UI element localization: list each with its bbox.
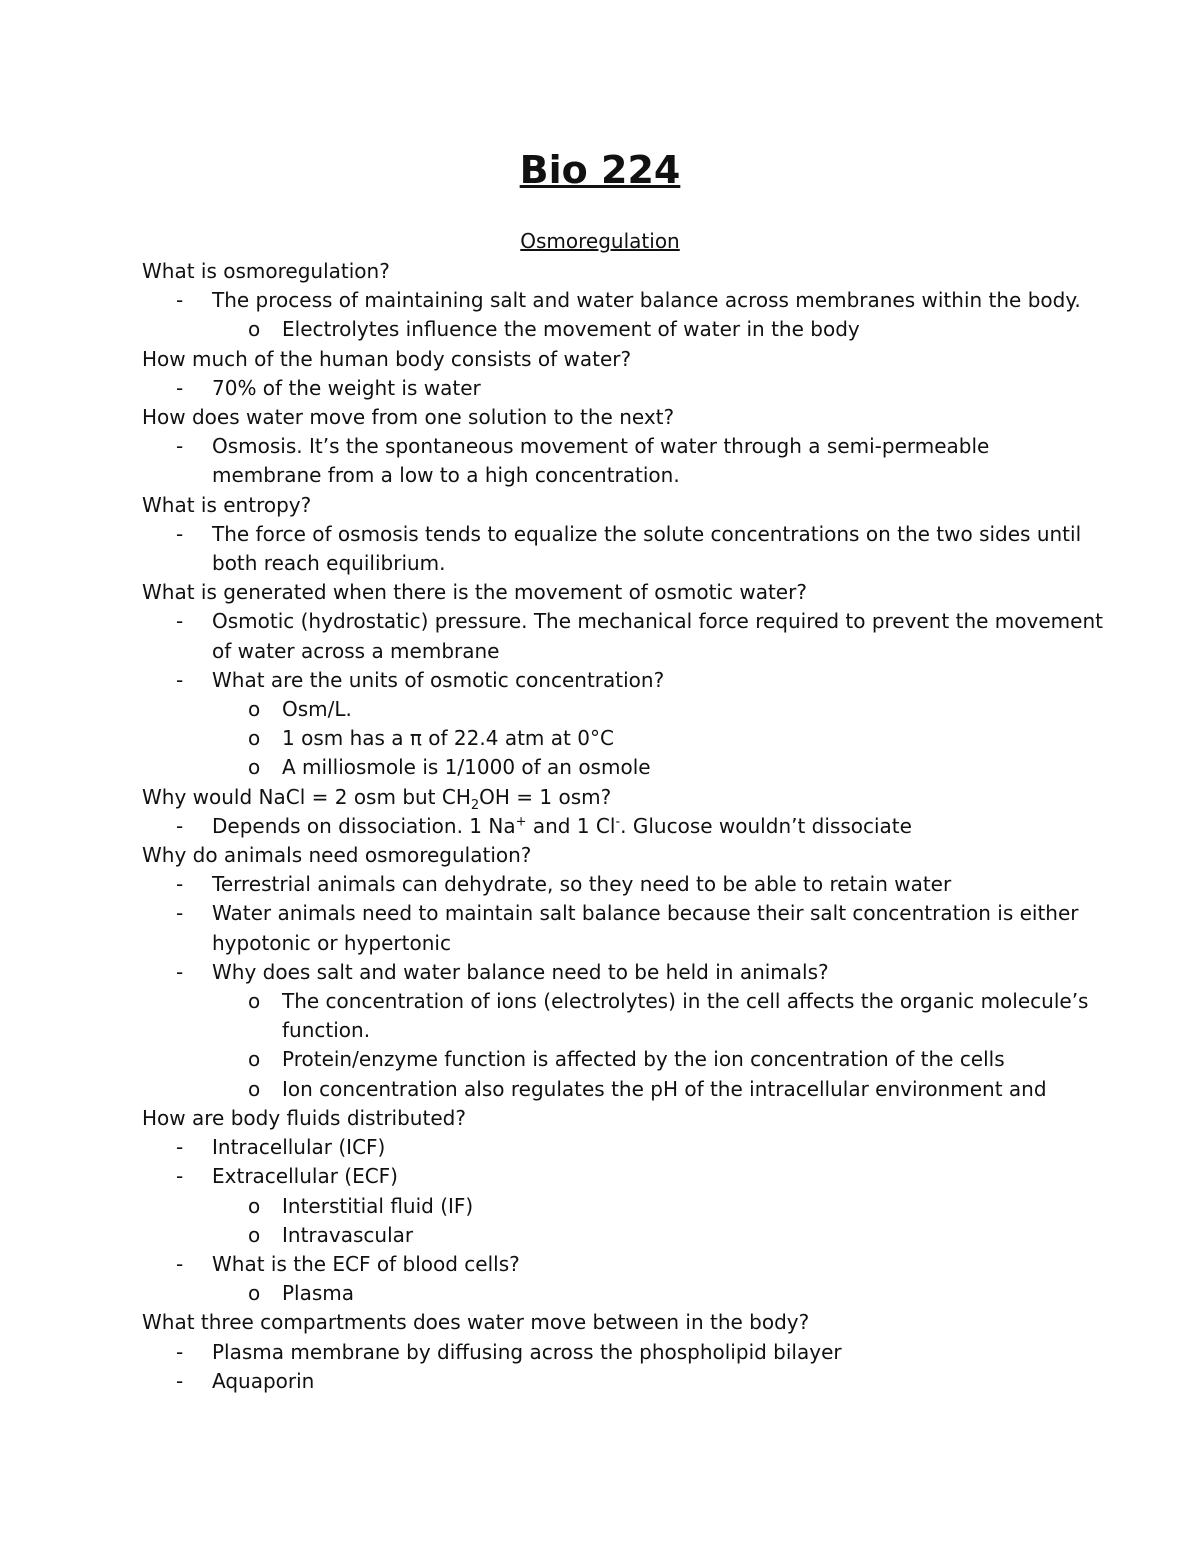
dash-bullet: - <box>176 872 184 897</box>
circle-bullet: o <box>248 1047 261 1072</box>
dash-bullet: - <box>176 521 184 546</box>
sub-answer-line: o 1 osm has a π of 22.4 atm at 0°C <box>142 724 1082 753</box>
dash-bullet: - <box>176 1135 184 1160</box>
answer-line: - 70% of the weight is water <box>142 374 1082 403</box>
answer-line: - Intracellular (ICF) <box>142 1133 1082 1162</box>
notes-body <box>142 257 1103 1396</box>
sub-answer-line: o Interstitial fluid (IF) <box>142 1192 1082 1221</box>
subscript: 2 <box>470 797 480 813</box>
circle-bullet: o <box>248 697 261 722</box>
sub-answer-line: o Electrolytes influence the movement of water in the body <box>142 315 1082 344</box>
dash-bullet: - <box>176 375 184 400</box>
answer-line-continued: hypotonic or hypertonic <box>212 930 451 955</box>
question-line: Why would NaCl = 2 osm but $CH_2OH = 1$ osm? <box>142 784 612 813</box>
dash-bullet: - <box>176 609 184 634</box>
answer-line: - The process of maintaining salt and water balance across membranes within the body. <box>142 286 1082 315</box>
answer-line: - The force of osmosis tends to equalize the solute concentrations on the two sides until <box>142 520 1082 549</box>
sub-answer-line: o Osm/L. <box>142 695 1082 724</box>
question-line: How does water move from one solution to the next? <box>142 405 675 430</box>
circle-bullet: o <box>248 726 261 751</box>
circle-bullet: o <box>248 1281 261 1306</box>
sub-answer-line: o Plasma <box>142 1279 1082 1308</box>
question-line: How much of the human body consists of water? <box>142 346 632 371</box>
dash-bullet: - <box>176 1368 184 1393</box>
circle-bullet: o <box>248 989 261 1014</box>
sub-answer-line: o Intravascular <box>142 1221 1082 1250</box>
question-line: What three compartments does water move between in the body? <box>142 1310 810 1335</box>
sub-answer-line: o Ion concentration also regulates the pH of the intracellular environment and <box>142 1075 1082 1104</box>
answer-line: - Terrestrial animals can dehydrate, so they need to be able to retain water <box>142 870 1082 899</box>
question-line: What is osmoregulation? <box>142 259 390 283</box>
answer-line-continued: membrane from a low to a high concentration. <box>212 463 680 488</box>
sub-answer-line: o Protein/enzyme function is affected by the ion concentration of the cells <box>142 1045 1082 1074</box>
answer-line: - Plasma membrane by diffusing across the phospholipid bilayer <box>142 1338 1082 1367</box>
circle-bullet: o <box>248 1076 261 1101</box>
answer-line: - Aquaporin <box>142 1367 1082 1396</box>
circle-bullet: o <box>248 1222 261 1247</box>
dash-bullet: - <box>176 1339 184 1364</box>
superscript: + <box>515 814 527 830</box>
answer-line: - Water animals need to maintain salt balance because their salt concentration is either <box>142 899 1082 928</box>
answer-line: - What are the units of osmotic concentration? <box>142 666 1082 695</box>
dash-bullet: - <box>176 813 184 838</box>
dash-bullet: - <box>176 667 184 692</box>
circle-bullet: o <box>248 1193 261 1218</box>
sub-answer-line: o The concentration of ions (electrolytes) in the cell affects the organic molecule’s <box>142 987 1082 1016</box>
question-line: What is entropy? <box>142 492 312 517</box>
dash-bullet: - <box>176 959 184 984</box>
dash-bullet: - <box>176 1251 184 1276</box>
document-title: Bio 224 <box>519 148 681 192</box>
answer-line: - Osmotic (hydrostatic) pressure. The mechanical force required to prevent the movement <box>142 607 1082 636</box>
superscript: - <box>615 814 621 830</box>
answer-line: - Extracellular (ECF) <box>142 1162 1082 1191</box>
dash-bullet: - <box>176 1164 184 1189</box>
answer-line-continued: of water across a membrane <box>212 638 500 663</box>
answer-line: - What is the ECF of blood cells? <box>142 1250 1082 1279</box>
dash-bullet: - <box>176 288 184 313</box>
circle-bullet: o <box>248 755 261 780</box>
answer-line: - Depends on dissociation. 1 Na+ and 1 Cl-. Glucose wouldn’t dissociate <box>142 812 1082 841</box>
dash-bullet: - <box>176 901 184 926</box>
sub-answer-line-continued: function. <box>282 1018 371 1043</box>
question-line: What is generated when there is the movement of osmotic water? <box>142 580 807 605</box>
circle-bullet: o <box>248 317 261 342</box>
sub-answer-line: o A milliosmole is 1/1000 of an osmole <box>142 753 1082 782</box>
answer-line: - Why does salt and water balance need to be held in animals? <box>142 958 1082 987</box>
answer-line-continued: both reach equilibrium. <box>212 551 446 576</box>
question-line: How are body fluids distributed? <box>142 1105 466 1130</box>
question-line: Why do animals need osmoregulation? <box>142 843 532 868</box>
answer-line: - Osmosis. It’s the spontaneous movement of water through a semi-permeable <box>142 432 1082 461</box>
dash-bullet: - <box>176 434 184 459</box>
section-heading: Osmoregulation <box>520 229 680 253</box>
